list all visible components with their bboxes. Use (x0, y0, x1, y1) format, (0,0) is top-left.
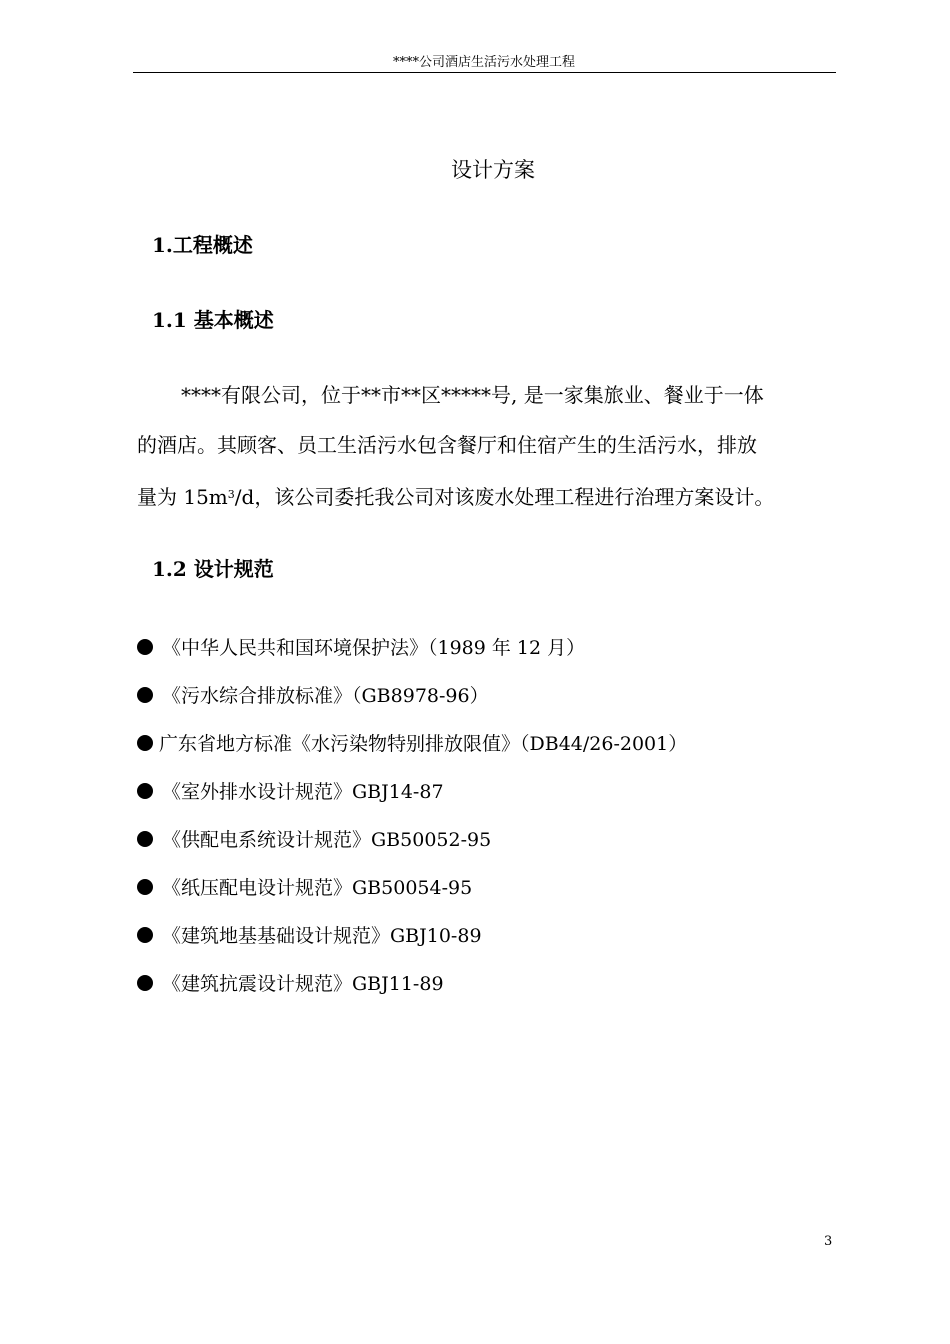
unit-superscript: 3 (227, 488, 235, 501)
bullet-icon (137, 687, 153, 703)
list-item-text: 广东省地方标准《水污染物特别排放限值》（DB44/26-2001） (159, 733, 688, 755)
overview-line-2: 的酒店。其顾客、员工生活污水包含餐厅和住宿产生的生活污水，排放 (137, 433, 757, 457)
bullet-icon (137, 927, 153, 943)
list-item-text: 《中华人民共和国环境保护法》（1989 年 12 月） (162, 637, 586, 659)
bullet-icon (137, 831, 153, 847)
list-item-text: 《建筑地基基础设计规范》GBJ10-89 (162, 925, 482, 947)
bullet-icon (137, 879, 153, 895)
overview-line-1: ****有限公司，位于**市**区*****号, 是一家集旅业、餐业于一体 (181, 383, 764, 407)
list-item (137, 970, 444, 998)
list-item (137, 874, 472, 902)
running-header: ****公司酒店生活污水处理工程 (392, 55, 575, 70)
list-item-text: 《供配电系统设计规范》GB50052-95 (162, 829, 492, 851)
list-item-text: 《建筑抗震设计规范》GBJ11-89 (162, 973, 444, 995)
list-item-text: 《室外排水设计规范》GBJ14-87 (162, 781, 444, 803)
section-heading-1-2: 1.2 设计规范 (152, 557, 274, 581)
list-item (137, 634, 585, 662)
overview-line-3-start: 量为 15m (137, 485, 228, 509)
list-item (137, 778, 444, 806)
list-item (137, 922, 482, 950)
bullet-icon (137, 975, 153, 991)
page-number: 3 (824, 1234, 833, 1249)
list-item-text: 《纸压配电设计规范》GB50054-95 (162, 877, 473, 899)
document-title: 设计方案 (451, 158, 535, 182)
overview-line-3 (137, 481, 774, 511)
bullet-icon (137, 735, 153, 751)
bullet-icon (137, 783, 153, 799)
bullet-icon (137, 639, 153, 655)
section-heading-1-1: 1.1 基本概述 (152, 308, 274, 332)
list-item (137, 826, 491, 854)
list-item (137, 682, 489, 710)
header-divider (133, 72, 836, 73)
section-heading-1: 1.工程概述 (152, 233, 253, 257)
list-item (137, 730, 687, 758)
overview-line-3-end: /d，该公司委托我公司对该废水处理工程进行治理方案设计。 (234, 485, 775, 509)
list-item-text: 《污水综合排放标准》（GB8978-96） (162, 685, 489, 707)
